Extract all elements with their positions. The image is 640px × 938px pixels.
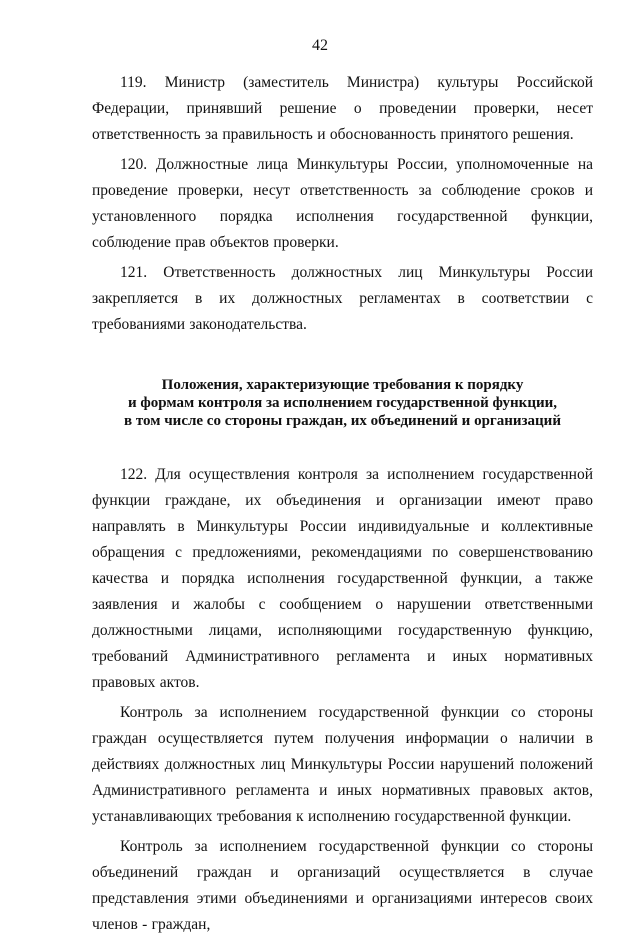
paragraph-122: 122. Для осуществления контроля за исполнением государственной функции граждане, их объединения и организации имеют право направлять в Минкультуры России индивидуальные и коллективные обращения с предложениями, рекомендациями по совершенствованию качества и порядка исполнения государственной функции, а также заявления и жалобы с сообщением о нарушении ответственными должностными лицами, исполняющими государственную функцию, требований Административного регламента и иных нормативных правовых актов. bbox=[92, 466, 593, 691]
section-heading-line-2: и формам контроля за исполнением государственной функции, bbox=[128, 395, 557, 411]
section-heading-line-3: в том числе со стороны граждан, их объединений и организаций bbox=[124, 413, 561, 429]
paragraph-121: 121. Ответственность должностных лиц Минкультуры России закрепляется в их должностных регламентах в соответствии с требованиями законодательства. bbox=[92, 264, 593, 333]
document-body bbox=[92, 70, 593, 938]
section-heading bbox=[92, 376, 593, 430]
paragraph-citizen-control: Контроль за исполнением государственной функции со стороны граждан осуществляется путем получения информации о наличии в действиях должностных лиц Минкультуры России нарушений положений Административного регламента и иных нормативных правовых актов, устанавливающих требования к исполнению государственной функции. bbox=[92, 704, 593, 825]
page-number: 42 bbox=[312, 37, 328, 54]
paragraph-119: 119. Министр (заместитель Министра) культуры Российской Федерации, принявший решение о проведении проверки, несет ответственность за правильность и обоснованность принятого решения. bbox=[92, 74, 593, 143]
paragraph-organization-control: Контроль за исполнением государственной функции со стороны объединений граждан и организаций осуществляется в случае представления этими объединениями и организациями интересов своих членов - граждан, bbox=[92, 838, 593, 933]
section-heading-line-1: Положения, характеризующие требования к порядку bbox=[161, 377, 524, 393]
paragraph-120: 120. Должностные лица Минкультуры России, уполномоченные на проведение проверки, несут ответственность за соблюдение сроков и установленного порядка исполнения государственной функции, соблюдение прав объектов проверки. bbox=[92, 156, 593, 251]
